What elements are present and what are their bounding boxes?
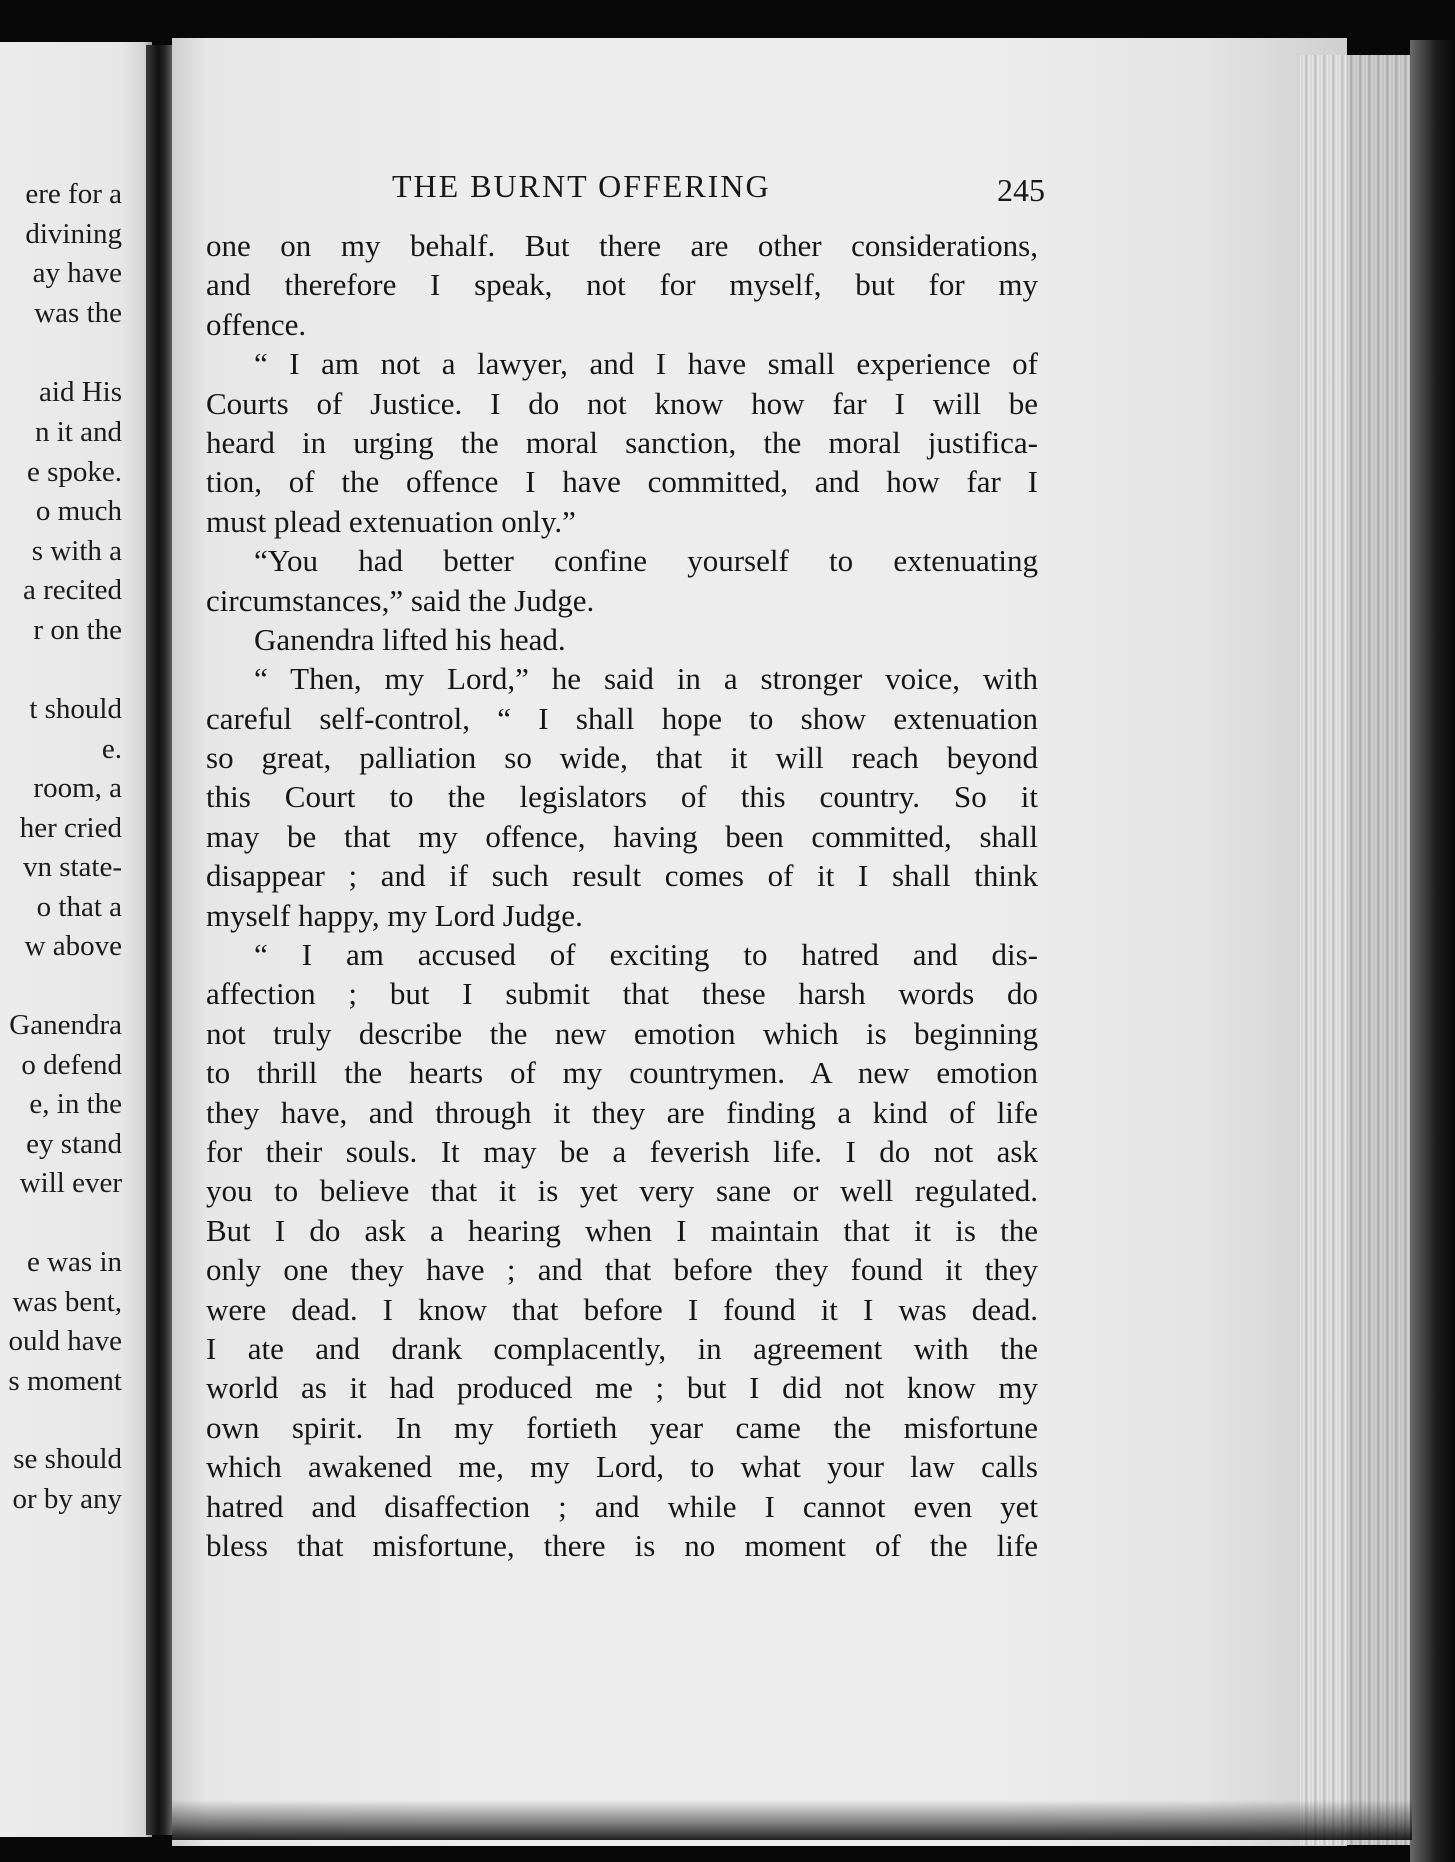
left-page-line: e. <box>101 733 122 765</box>
left-page-line: s moment <box>8 1365 122 1397</box>
text-line: Ganendra lifted his head. <box>254 621 566 657</box>
text-line: “You had better confine yourself to extenuating <box>254 543 1038 579</box>
text-line: myself happy, my Lord Judge. <box>206 897 583 933</box>
text-line: only one they have ; and that before they found it they <box>206 1252 1038 1288</box>
text-line: tion, of the offence I have committed, and how far I <box>206 464 1038 500</box>
left-page-line: her cried <box>19 812 122 844</box>
text-line: “ I am not a lawyer, and I have small experience of <box>254 346 1038 382</box>
text-line: careful self-control, “ I shall hope to show extenuation <box>206 700 1038 736</box>
page-body-text <box>206 226 1038 1565</box>
text-line: they have, and through it they are finding a kind of life <box>206 1094 1038 1130</box>
text-line: and therefore I speak, not for myself, but for my <box>206 267 1038 303</box>
left-page-line: e was in <box>26 1246 122 1278</box>
text-line: circumstances,” said the Judge. <box>206 582 595 618</box>
text-line: affection ; but I submit that these harsh words do <box>206 976 1038 1012</box>
bottom-shadow <box>172 1800 1412 1840</box>
left-page-line: s with a <box>31 535 122 567</box>
text-line: so great, palliation so wide, that it will reach beyond <box>206 740 1038 776</box>
text-line: heard in urging the moral sanction, the moral justifica- <box>206 424 1038 460</box>
text-line: But I do ask a hearing when I maintain that it is the <box>206 1212 1038 1248</box>
text-line: for their souls. It may be a feverish life. I do not ask <box>206 1133 1038 1169</box>
left-page-line: t should <box>29 693 122 725</box>
text-line: were dead. I know that before I found it I was dead. <box>206 1291 1038 1327</box>
text-line: “ I am accused of exciting to hatred and dis- <box>254 937 1038 973</box>
left-page-line: aid His <box>39 376 122 408</box>
text-line: Courts of Justice. I do not know how far I will be <box>206 385 1038 421</box>
left-page-line: ere for a <box>25 178 122 210</box>
text-line: I ate and drank complacently, in agreement with the <box>206 1330 1038 1366</box>
edge-shadow <box>1410 40 1455 1862</box>
left-page-line: was the <box>34 297 122 329</box>
text-line: bless that misfortune, there is no moment of the life <box>206 1527 1038 1563</box>
left-page-line: room, a <box>33 772 122 804</box>
text-line: must plead extenuation only.” <box>206 503 576 539</box>
left-page <box>0 42 152 1837</box>
text-line: to thrill the hearts of my countrymen. A new emotion <box>206 1055 1038 1091</box>
text-line: one on my behalf. But there are other considerations, <box>206 228 1038 263</box>
left-page-line: o that a <box>36 891 122 923</box>
text-line: own spirit. In my fortieth year came the misfortune <box>206 1409 1038 1445</box>
left-page-line: o much <box>35 495 122 527</box>
left-page-line: n it and <box>35 416 122 448</box>
left-page-line: o defend <box>21 1049 122 1081</box>
left-page-line: ould have <box>8 1325 122 1357</box>
text-line: which awakened me, my Lord, to what your law calls <box>206 1449 1038 1485</box>
left-page-line: or by any <box>12 1483 122 1515</box>
text-line: “ Then, my Lord,” he said in a stronger voice, with <box>254 661 1038 697</box>
page-number: 245 <box>997 172 1045 208</box>
left-page-line: will ever <box>19 1167 122 1199</box>
left-page-line: Ganendra <box>9 1009 122 1041</box>
book-spine <box>146 45 174 1835</box>
left-page-line: se should <box>13 1443 122 1475</box>
page-edge <box>1300 55 1418 1845</box>
left-page-line: a recited <box>22 574 122 606</box>
text-line: offence. <box>206 306 307 342</box>
left-page-line: vn state- <box>22 851 122 883</box>
left-page-line: divining <box>25 218 122 250</box>
text-line: hatred and disaffection ; and while I cannot even yet <box>206 1488 1038 1524</box>
left-page-line: e, in the <box>29 1088 122 1120</box>
left-page-line: ey stand <box>26 1128 122 1160</box>
left-page-line: r on the <box>33 614 122 646</box>
text-line: disappear ; and if such result comes of it I shall think <box>206 858 1038 894</box>
left-page-line: e spoke. <box>26 456 122 488</box>
text-line: may be that my offence, having been committed, shall <box>206 818 1038 854</box>
text-line: not truly describe the new emotion which is beginning <box>206 1015 1038 1051</box>
text-line: you to believe that it is yet very sane or well regulated. <box>206 1173 1038 1209</box>
left-page-line: w above <box>24 930 122 962</box>
left-page-line: ay have <box>32 257 122 289</box>
text-line: world as it had produced me ; but I did not know my <box>206 1370 1038 1406</box>
left-page-line: was bent, <box>12 1286 122 1318</box>
text-line: this Court to the legislators of this country. So it <box>206 779 1038 815</box>
running-head: THE BURNT OFFERING <box>392 168 771 204</box>
